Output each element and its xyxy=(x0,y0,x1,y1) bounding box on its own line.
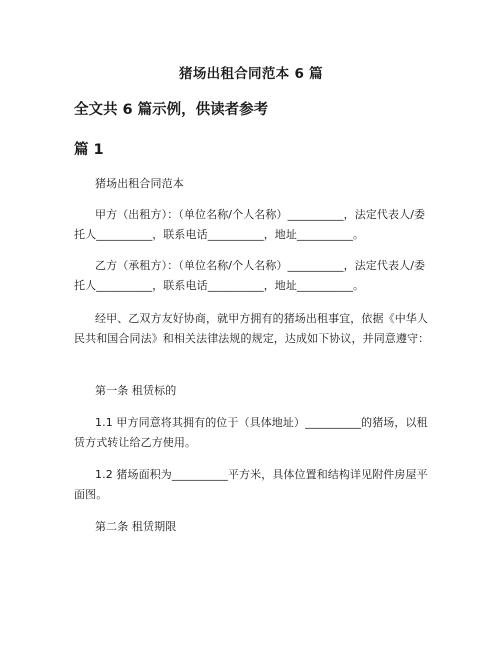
preamble-paragraph: 经甲、乙双方友好协商，就甲方拥有的猪场出租事宜，依据《中华人民共和国合同法》和相关法律法规的规定，达成如下协议，并同意遵守： xyxy=(74,312,430,345)
contract-name-paragraph: 猪场出租合同范本 xyxy=(95,177,184,190)
document-subtitle: 全文共 6 篇示例，供读者参考 xyxy=(74,102,269,118)
article-2-heading: 第二条 租赁期限 xyxy=(95,520,177,533)
clause-1-2-paragraph: 1.2 猪场面积为__________平方米，具体位置和结构详见附件房屋平面图。 xyxy=(74,468,428,501)
party-a-paragraph: 甲方（出租方）：（单位名称/个人名称）__________，法定代表人/委托人__________，联系电话__________，地址__________。 xyxy=(74,208,426,241)
clause-1-1-paragraph: 1.1 甲方同意将其拥有的位于（具体地址）__________的猪场，以租赁方式转让给乙方使用。 xyxy=(74,416,428,449)
article-1-heading: 第一条 租赁标的 xyxy=(95,384,177,397)
party-b-paragraph: 乙方（承租方）：（单位名称/个人名称）__________，法定代表人/委托人__________，联系电话__________，地址__________。 xyxy=(74,259,426,292)
document-title: 猪场出租合同范本 6 篇 xyxy=(179,66,323,82)
section-heading: 篇 1 xyxy=(74,142,104,158)
